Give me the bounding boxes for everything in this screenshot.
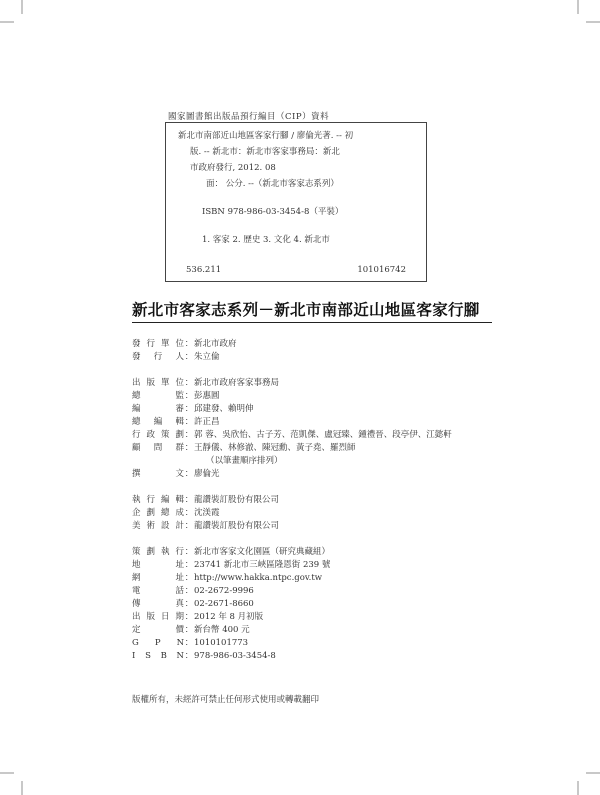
credit-colon: ： — [184, 547, 194, 557]
credits-list — [132, 338, 502, 663]
credit-colon: ： — [184, 560, 194, 570]
cip-box — [165, 122, 427, 282]
credit-label: 地 址 — [132, 560, 184, 570]
credit-value: 新北市政府 — [194, 339, 237, 349]
credit-label: 網 址 — [132, 573, 184, 583]
credit-label: 編 審 — [132, 404, 184, 414]
credit-value: 朱立倫 — [194, 352, 220, 362]
credit-value: （以筆畫順序排列） — [206, 456, 283, 466]
credit-value: 龍讚裝訂股份有限公司 — [194, 495, 280, 505]
credit-colon: ： — [184, 404, 194, 414]
cip-line: 市政府發行, 2012. 08 — [190, 163, 276, 173]
credit-value: 23741 新北市三峽區隆恩街 239 號 — [194, 560, 331, 570]
credit-label: 顧 問 群 — [132, 443, 184, 453]
credit-label: 傳 真 — [132, 599, 184, 609]
credit-label: G P N — [132, 638, 184, 648]
credits-gap — [132, 481, 502, 494]
credit-label: 發 行 人 — [132, 352, 184, 362]
credit-row — [132, 507, 502, 520]
credit-label: 發 行 單 位 — [132, 339, 184, 349]
credit-label: 定 價 — [132, 625, 184, 635]
crop-mark-top-left — [0, 0, 32, 32]
credit-label — [132, 455, 184, 468]
credit-colon — [184, 455, 194, 468]
credit-row — [132, 351, 502, 364]
credit-row — [132, 416, 502, 429]
credit-label: 行 政 策 劃 — [132, 430, 184, 440]
credit-row — [132, 442, 502, 455]
crop-mark-bottom-right — [568, 763, 600, 795]
credit-row — [132, 624, 502, 637]
crop-mark-bottom-left — [0, 763, 32, 795]
credit-row — [132, 403, 502, 416]
credit-colon: ： — [184, 378, 194, 388]
credit-label: 總 編 輯 — [132, 417, 184, 427]
credit-value: 2012 年 8 月初版 — [194, 612, 264, 622]
title-rule — [132, 322, 492, 323]
crop-mark-top-right — [568, 0, 600, 32]
credit-colon: ： — [184, 573, 194, 583]
cip-line: 面： 公分. --（新北市客家志系列） — [206, 179, 339, 189]
credit-colon: ： — [184, 469, 194, 479]
credit-value: 1010101773 — [194, 638, 249, 648]
credit-row — [132, 520, 502, 533]
credits-gap — [132, 364, 502, 377]
credit-row — [132, 429, 502, 442]
credit-value: 新北市政府客家事務局 — [194, 378, 280, 388]
cip-class-number: 536.211 — [186, 265, 222, 275]
credit-value: 02-2672-9996 — [194, 586, 254, 596]
credit-colon: ： — [184, 521, 194, 531]
cip-line: 版. -- 新北市：新北市客家事務局：新北 — [190, 147, 340, 157]
credit-label: I S B N — [132, 651, 184, 661]
credit-value: 廖倫光 — [194, 469, 220, 479]
credit-colon: ： — [184, 443, 194, 453]
credit-label: 美 術 設 計 — [132, 521, 184, 531]
cip-bottom-row — [186, 265, 406, 275]
credit-label: 策 劃 執 行 — [132, 547, 184, 557]
credit-label: 電 話 — [132, 586, 184, 596]
credit-row — [132, 494, 502, 507]
credit-row — [132, 390, 502, 403]
credit-colon: ： — [184, 391, 194, 401]
credit-row — [132, 611, 502, 624]
credit-colon: ： — [184, 651, 194, 661]
credit-row — [132, 377, 502, 390]
credit-colon: ： — [184, 625, 194, 635]
credit-colon: ： — [184, 352, 194, 362]
credit-value: 新台幣 400 元 — [194, 625, 250, 635]
credit-colon: ： — [184, 599, 194, 609]
credit-colon: ： — [184, 417, 194, 427]
credit-row — [132, 546, 502, 559]
credit-colon: ： — [184, 495, 194, 505]
credit-value: 許正昌 — [194, 417, 220, 427]
credit-value: 邱建發、賴明伸 — [194, 404, 254, 414]
credit-label: 執 行 編 輯 — [132, 495, 184, 505]
credit-colon: ： — [184, 586, 194, 596]
credit-value: http://www.hakka.ntpc.gov.tw — [194, 573, 323, 583]
credit-value: 新北市客家文化園區（研究典藏組） — [194, 547, 331, 557]
cip-record-number: 101016742 — [357, 265, 406, 275]
cip-isbn: ISBN 978-986-03-3454-8（平裝） — [202, 207, 344, 217]
credit-label: 出 版 單 位 — [132, 378, 184, 388]
credit-value: 978-986-03-3454-8 — [194, 651, 276, 661]
cip-header: 國家圖書館出版品預行編目（CIP）資料 — [168, 112, 330, 122]
credit-row — [132, 468, 502, 481]
credit-row — [132, 455, 502, 468]
credit-row — [132, 572, 502, 585]
credit-label: 撰 文 — [132, 469, 184, 479]
credit-colon: ： — [184, 508, 194, 518]
credits-gap — [132, 533, 502, 546]
credit-colon: ： — [184, 339, 194, 349]
credit-label: 出 版 日 期 — [132, 612, 184, 622]
credit-colon: ： — [184, 430, 194, 440]
credit-row — [132, 585, 502, 598]
credit-row — [132, 559, 502, 572]
cip-subjects: 1. 客家 2. 歷史 3. 文化 4. 新北市 — [202, 235, 330, 245]
credit-value: 龍讚裝訂股份有限公司 — [194, 521, 280, 531]
book-title: 新北市客家志系列－新北市南部近山地區客家行腳 — [132, 300, 480, 319]
credit-row — [132, 650, 502, 663]
copyright-notice: 版權所有，未經許可禁止任何形式使用或轉載翻印 — [132, 695, 320, 705]
credit-row — [132, 338, 502, 351]
credit-colon: ： — [184, 638, 194, 648]
credit-colon: ： — [184, 612, 194, 622]
credit-row — [132, 637, 502, 650]
credit-value: 王靜儀、林修澈、陳冠勳、黃子堯、羅烈師 — [194, 443, 356, 453]
credit-label: 總 監 — [132, 391, 184, 401]
credit-value: 彭惠圓 — [194, 391, 220, 401]
credit-value: 郭 蓉、吳欣怡、古子芳、范凱傑、盧冠臻、鍾禮晉、段亭伊、江懿軒 — [194, 430, 452, 440]
credit-value: 沈渼霞 — [194, 508, 220, 518]
credit-value: 02-2671-8660 — [194, 599, 254, 609]
credit-label: 企 劃 總 成 — [132, 508, 184, 518]
cip-line: 新北市南部近山地區客家行腳 / 廖倫光著. -- 初 — [178, 131, 354, 141]
credit-row — [132, 598, 502, 611]
